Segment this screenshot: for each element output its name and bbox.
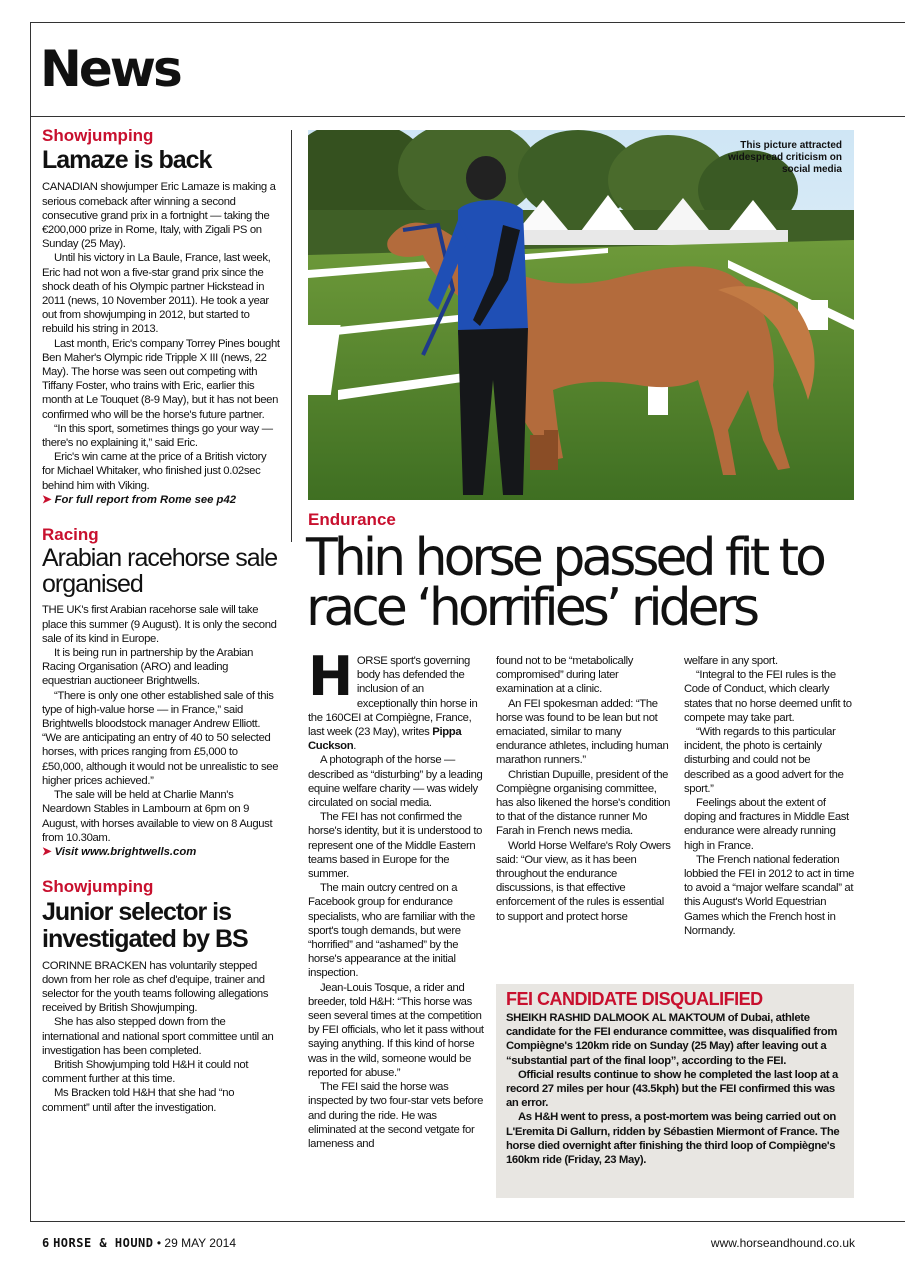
arrow-icon: ➤ [42,845,52,858]
paragraph: Last month, Eric's company Torrey Pines bought Ben Maher's Olympic ride Tripple X III (news, 22 May). The horse was seen out competing with Tiffany Foster, who trains with Eric, earlier this month at Le Touquet (8-9 May), but it has not been confirmed who will be the horse's future partner. [42,337,280,421]
paragraph-text: ORSE sport's governing body has defended the inclusion of an exceptionally thin horse in the 160CEI at Compiègne, France, last week (23 May), writes [308,655,478,739]
main-column-3 [684,654,856,938]
paragraph: A photograph of the horse — described as “disturbing” by a leading equine welfare charity — was widely circulated on social media. [308,754,483,810]
paragraph: Eric's win came at the price of a British victory for Michael Whitaker, who finished just 0.02sec behind him with Viking. [42,451,267,492]
paragraph: The French national federation lobbied the FEI in 2012 to act in time to avoid a “major welfare scandal” at this August's World Equestrian Games which the French host in Normandy. [684,853,855,937]
paragraph: THE UK's first Arabian racehorse sale will take place this summer (9 August). It is only the second sale of its kind in Europe. [42,604,277,645]
paragraph: Official results continue to show he completed the last loop at a record 27 miles per hour (43.5kph) but the FEI confirmed this was an error. [506,1068,838,1110]
paragraph: found not to be “metabolically compromised” during later examination at a clinic. [496,655,634,696]
section-title: News [40,40,180,98]
story-kicker: Showjumping [42,126,154,145]
paragraph: Until his victory in La Baule, France, last week, Eric had not won a five-star grand prix since the shock death of his Olympic partner Hickstead in 2011 (news, 10 November 2011). He took a year out from showjumping in 2012, but started to rebuild his string in 2013. [42,252,271,336]
paragraph: The main outcry centred on a Facebook group for endurance specialists, who are familiar with the sport's tough demands, but were “horrified” and “ashamed” by the horse's appearance at the initial inspection. [308,882,475,980]
story-cta[interactable] [42,845,280,859]
paragraph: “With regards to this particular incident, the photo is certainly disturbing and could not be described as a good advert for the sport.” [684,726,844,795]
box-body [506,1011,844,1167]
story-lamaze [42,126,280,507]
paragraph: “Integral to the FEI rules is the Code of Conduct, which clearly states that no horse deemed unfit to compete may take part. [684,669,852,724]
story-arabian-sale [42,525,280,859]
paragraph: Jean-Louis Tosque, a rider and breeder, told H&H: “This horse was seen several times at the competition by FEI officials, who let it pass without saying anything. If this kind of horse was in the wild, someone would be reported for abuse.” [308,981,484,1079]
paragraph: The FEI said the horse was inspected by two four-star vets before and during the ride. He was eliminated at the second vetgate for lameness and [308,1081,484,1150]
footer-left [42,1236,236,1250]
brand-name: HORSE & HOUND [53,1236,154,1250]
paragraph: “In this sport, sometimes things go your way — there's no explaining it,” said Eric. [42,422,273,450]
cta-text: Visit www.brightwells.com [54,845,197,858]
cta-text: For full report from Rome see p42 [54,493,237,506]
footer-url[interactable]: www.horseandhound.co.uk [710,1236,855,1250]
main-kicker: Endurance [308,510,396,529]
paragraph: She has also stepped down from the international and national sport committee until an investigation has been completed. [42,1016,274,1057]
story-kicker: Showjumping [42,877,154,897]
paragraph: CORINNE BRACKEN has voluntarily stepped down from her role as chef d'equipe, trainer and selector for the youth teams following allegations received by British Showjumping. [42,959,269,1015]
story-junior-selector [42,877,280,1115]
paragraph: The FEI has not confirmed the horse's identity, but it is understood to represent one of the Middle Eastern teams based in Europe for the summer. [308,811,483,881]
main-column-1 [308,645,486,1151]
photo-caption: This picture attracted widespread criticism on social media [728,140,842,175]
story-headline: Arabian racehorse sale organised [42,544,278,598]
left-column [42,126,280,1133]
paragraph: CANADIAN showjumper Eric Lamaze is making a serious comeback after winning a second consecutive grand prix in a fortnight — taking the €200,000 prize in Rome, Italy, with Zigali PS on Sunday (25 May). [42,181,276,251]
story-body [42,603,280,844]
story-headline: Junior selector is investigated by BS [42,897,248,953]
paragraph: An FEI spokesman added: “The horse was found to be lean but not emaciated, similar to many endurance athletes, including human marathon runners.” [496,697,669,767]
paragraph: SHEIKH RASHID DALMOOK AL MAKTOUM of Dubai, athlete candidate for the FEI endurance committee, was disqualified from Compiègne's 120km ride on Sunday (25 May) after leaving out a “substantial part of the final loop”, according to the FEI. [506,1011,838,1067]
paragraph: Christian Dupuille, president of the Compiègne organising committee, has also likened the horse's condition to that of the distance runner Mo Farah in French news media. [496,768,671,838]
paragraph: World Horse Welfare's Roly Owers said: “Our view, as it has been throughout the endurance discussions, is that effective enforcement of the rules is essential to support and protect horse [496,839,671,923]
paragraph: “There is only one other established sale of this type of high-value horse — in France,” said Brightwells bloodstock manager Andrew Elliott. “We are anticipating an entry of 40 to 50 selected horses, with prices ranging from £5,000 to £50,000, although it would not be unrealistic to see higher prices achieved.” [42,689,279,787]
drop-cap: H [308,645,353,708]
arrow-icon: ➤ [42,493,52,506]
footer-separator: • [156,1236,162,1250]
story-body [42,959,280,1115]
box-title: FEI CANDIDATE DISQUALIFIED [506,989,763,1009]
story-cta[interactable] [42,493,280,507]
masthead-rule [30,116,905,117]
main-headline: Thin horse passed fit to race ‘horrifies’ riders [306,528,823,638]
paragraph: Ms Bracken told H&H that she had “no comment” until after the investigation. [42,1087,235,1114]
column-divider [291,130,292,542]
horse-illustration [308,130,854,500]
paragraph: The sale will be held at Charlie Mann's Neardown Stables in Lambourn at 6pm on 9 August, with horses available to view on 8 August from 10.30am. [42,789,273,844]
main-column-2 [496,654,674,924]
story-body [42,180,280,492]
paragraph: HORSE sport's governing body has defended the inclusion of an exceptionally thin horse in the 160CEI at Compiègne, France, last week (23 May), writes Pippa Cuckson. [308,645,478,753]
paragraph: welfare in any sport. [684,655,778,667]
paragraph: British Showjumping told H&H it could not comment further at this time. [42,1058,249,1086]
sidebar-box [496,984,854,1198]
story-kicker: Racing [42,525,99,545]
byline: Pippa Cuckson [308,726,462,753]
story-headline: Lamaze is back [42,146,212,175]
paragraph: It is being run in partnership by the Arabian Racing Organisation (ARO) and leading equestrian auctioneer Brightwells. [42,647,254,688]
horse-photo [308,130,854,500]
paragraph: Feelings about the extent of doping and fractures in Middle East endurance were already running high in France. [684,797,849,852]
paragraph: As H&H went to press, a post-mortem was being carried out on L'Eremita Di Gallurn, ridden by Sébastien Miermont of France. The horse died overnight after finishing the third loop of Compiègne's 160km ride (Friday, 23 May). [506,1111,840,1166]
page-number: 6 [42,1236,50,1250]
issue-date: 29 MAY 2014 [164,1236,236,1250]
